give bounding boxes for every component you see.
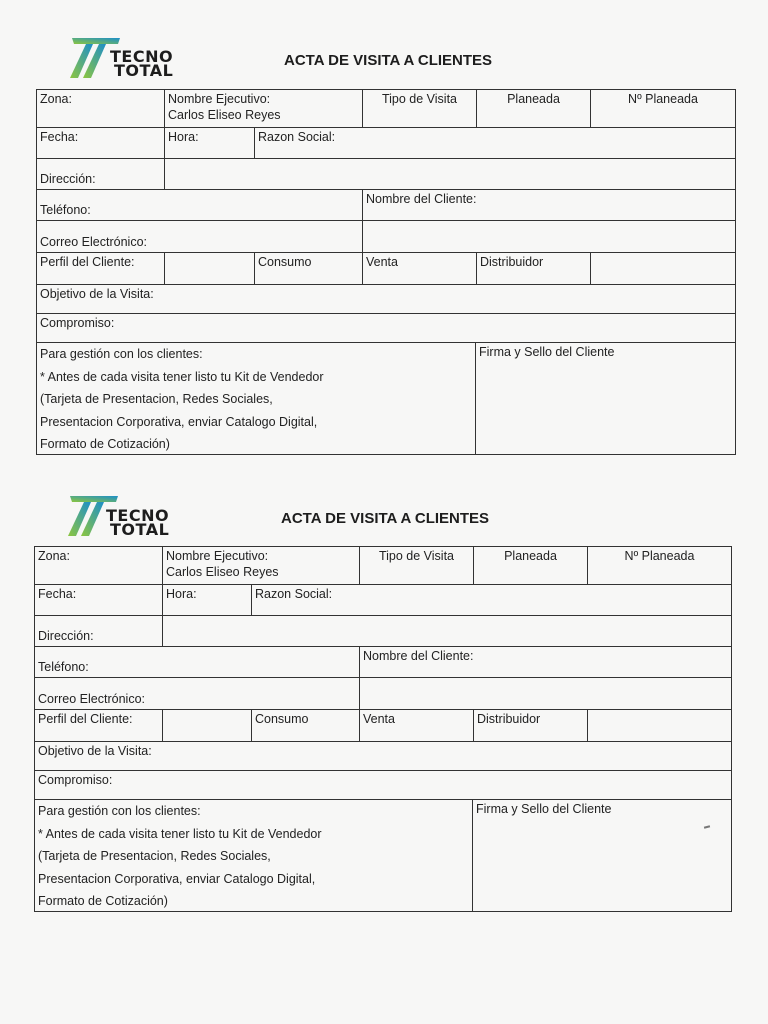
zona-label: Zona:: [40, 92, 72, 106]
direccion-field[interactable]: [37, 159, 164, 189]
row-correo: [37, 221, 735, 252]
distribuidor-checkbox[interactable]: Distribuidor: [473, 710, 587, 741]
perfil-extra-input[interactable]: [587, 710, 731, 741]
gestion-line: Presentacion Corporativa, enviar Catalogo Digital,: [40, 414, 318, 429]
row-compromiso: [35, 771, 731, 800]
perfil-extra-input[interactable]: [590, 253, 735, 284]
row-objetivo: [35, 742, 731, 771]
venta-checkbox[interactable]: Venta: [362, 253, 476, 284]
hora-field[interactable]: Hora:: [164, 128, 254, 158]
direccion-input[interactable]: [164, 159, 735, 189]
brand-line1: TECNO: [106, 506, 170, 525]
consumo-checkbox[interactable]: Consumo: [254, 253, 362, 284]
gestion-notes: [37, 343, 475, 454]
firma-sello-field[interactable]: Firma y Sello del Cliente: [472, 800, 731, 911]
gestion-line: Presentacion Corporativa, enviar Catalogo Digital,: [38, 871, 316, 886]
gestion-line: * Antes de cada visita tener listo tu Kit de Vendedor: [38, 826, 322, 841]
form-title: ACTA DE VISITA A CLIENTES: [284, 52, 493, 69]
brand-line2: TOTAL: [110, 520, 170, 539]
distribuidor-checkbox[interactable]: Distribuidor: [476, 253, 590, 284]
row-zona: [35, 547, 731, 585]
row-fecha: [37, 128, 735, 159]
perfil-input[interactable]: [164, 253, 254, 284]
ejecutivo-value: Carlos Eliseo Reyes: [166, 565, 279, 580]
ejecutivo-value: Carlos Eliseo Reyes: [168, 108, 281, 123]
telefono-field[interactable]: [35, 647, 359, 677]
telefono-label: Teléfono:: [40, 202, 91, 217]
visit-table: [34, 546, 732, 912]
no-planeada-checkbox[interactable]: Nº Planeada: [587, 547, 731, 584]
correo-field[interactable]: [37, 221, 362, 252]
fecha-field[interactable]: Fecha:: [38, 587, 77, 601]
gestion-line: Formato de Cotización): [40, 437, 170, 451]
tipo-visita-label: Tipo de Visita: [359, 547, 473, 584]
row-gestion: [35, 800, 731, 911]
row-direccion: [37, 159, 735, 190]
gestion-line: Para gestión con los clientes:: [40, 347, 203, 361]
consumo-checkbox[interactable]: Consumo: [251, 710, 359, 741]
nombre-cliente-field[interactable]: Nombre del Cliente:: [359, 647, 731, 677]
gestion-line: (Tarjeta de Presentacion, Redes Sociales,: [38, 849, 271, 863]
gestion-line: * Antes de cada visita tener listo tu Kit de Vendedor: [40, 369, 324, 384]
planeada-checkbox[interactable]: Planeada: [473, 547, 587, 584]
visit-table: [36, 89, 736, 455]
planeada-checkbox[interactable]: Planeada: [476, 90, 590, 127]
hora-field[interactable]: Hora:: [162, 585, 251, 615]
direccion-input[interactable]: [162, 616, 731, 646]
ejecutivo-label: Nombre Ejecutivo:: [166, 549, 269, 563]
objetivo-field[interactable]: Objetivo de la Visita:: [38, 744, 152, 758]
row-correo: [35, 678, 731, 709]
gestion-line: Formato de Cotización): [38, 894, 168, 908]
ejecutivo-label: Nombre Ejecutivo:: [168, 92, 271, 106]
row-objetivo: [37, 285, 735, 314]
objetivo-field[interactable]: Objetivo de la Visita:: [40, 287, 154, 301]
compromiso-field[interactable]: Compromiso:: [40, 316, 115, 330]
ejecutivo-cell: [162, 547, 359, 584]
correo-label: Correo Electrónico:: [38, 691, 145, 706]
nombre-cliente-field[interactable]: Nombre del Cliente:: [362, 190, 735, 220]
firma-sello-field[interactable]: Firma y Sello del Cliente: [475, 343, 735, 454]
row-gestion: [37, 343, 735, 454]
row-telefono: [37, 190, 735, 221]
zona-label: Zona:: [38, 549, 70, 563]
direccion-field[interactable]: [35, 616, 162, 646]
nombre-cliente-input[interactable]: [359, 678, 731, 709]
ejecutivo-cell: [164, 90, 362, 127]
tipo-visita-label: Tipo de Visita: [362, 90, 476, 127]
nombre-cliente-input[interactable]: [362, 221, 735, 252]
form-title: ACTA DE VISITA A CLIENTES: [281, 510, 490, 527]
fecha-field[interactable]: Fecha:: [40, 130, 79, 144]
gestion-line: (Tarjeta de Presentacion, Redes Sociales,: [40, 392, 273, 406]
brand-line1: TECNO: [110, 47, 174, 66]
perfil-label: Perfil del Cliente:: [40, 255, 135, 269]
row-telefono: [35, 647, 731, 678]
row-fecha: [35, 585, 731, 616]
brand-name: [110, 49, 200, 79]
perfil-input[interactable]: [162, 710, 251, 741]
compromiso-field[interactable]: Compromiso:: [38, 773, 113, 787]
correo-label: Correo Electrónico:: [40, 234, 147, 249]
venta-checkbox[interactable]: Venta: [359, 710, 473, 741]
razon-social-field[interactable]: Razon Social:: [254, 128, 735, 158]
telefono-label: Teléfono:: [38, 659, 89, 674]
gestion-line: Para gestión con los clientes:: [38, 804, 201, 818]
correo-field[interactable]: [35, 678, 359, 709]
direccion-label: Dirección:: [40, 171, 96, 186]
gestion-notes: [35, 800, 472, 911]
direccion-label: Dirección:: [38, 628, 94, 643]
row-zona: [37, 90, 735, 128]
row-perfil: [35, 709, 731, 742]
row-compromiso: [37, 314, 735, 343]
no-planeada-checkbox[interactable]: Nº Planeada: [590, 90, 735, 127]
perfil-label: Perfil del Cliente:: [38, 712, 133, 726]
row-perfil: [37, 252, 735, 285]
razon-social-field[interactable]: Razon Social:: [251, 585, 731, 615]
telefono-field[interactable]: [37, 190, 362, 220]
brand-name: [106, 508, 196, 538]
brand-line2: TOTAL: [114, 61, 174, 80]
row-direccion: [35, 616, 731, 647]
